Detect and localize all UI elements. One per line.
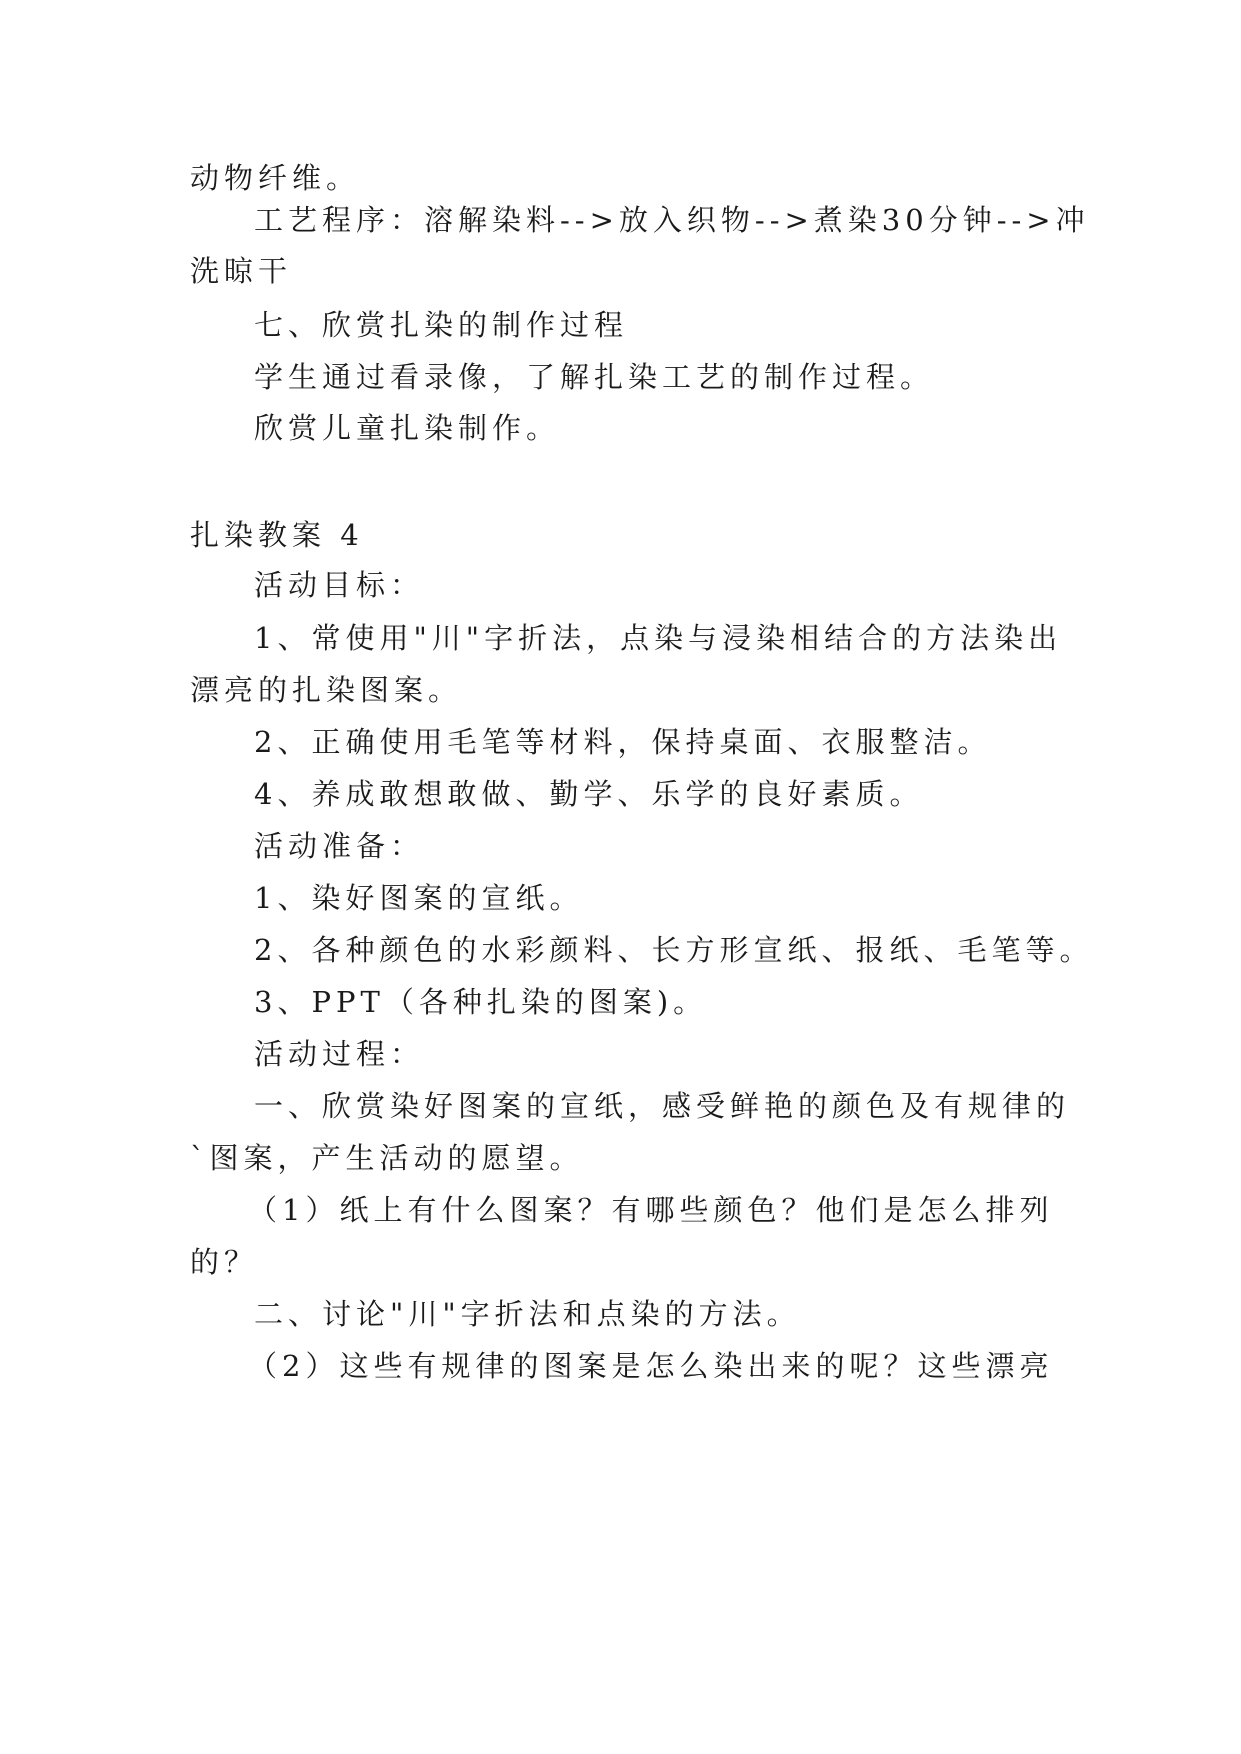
- goal-item-4: 4、养成敢想敢做、勤学、乐学的良好素质。: [254, 777, 924, 811]
- prep-item-1: 1、染好图案的宣纸。: [254, 881, 584, 915]
- section-heading-seven: 七、欣赏扎染的制作过程: [254, 308, 629, 342]
- question-1-cont: 的？: [190, 1245, 259, 1279]
- text-line-video: 学生通过看录像，了解扎染工艺的制作过程。: [254, 360, 935, 394]
- question-1: （1）纸上有什么图案？有哪些颜色？他们是怎么排列: [248, 1193, 1054, 1227]
- process-step-1-cont: `图案，产生活动的愿望。: [190, 1141, 584, 1175]
- goal-item-1: 1、常使用"川"字折法，点染与浸染相结合的方法染出: [254, 621, 1063, 655]
- text-line-process-cont: 洗晾干: [190, 254, 293, 288]
- process-step-1: 一、欣赏染好图案的宣纸，感受鲜艳的颜色及有规律的: [254, 1089, 1071, 1123]
- activity-goals-heading: 活动目标：: [254, 568, 425, 602]
- prep-item-3: 3、PPT（各种扎染的图案)。: [254, 985, 708, 1019]
- activity-prep-heading: 活动准备：: [254, 829, 425, 863]
- text-line-process: 工艺程序：溶解染料-->放入织物-->煮染30分钟-->冲: [254, 203, 1090, 237]
- goal-item-2: 2、正确使用毛笔等材料，保持桌面、衣服整洁。: [254, 725, 992, 759]
- process-step-2: 二、讨论"川"字折法和点染的方法。: [254, 1297, 801, 1331]
- text-line-appreciate: 欣赏儿童扎染制作。: [254, 411, 561, 445]
- text-line-fiber: 动物纤维。: [190, 161, 361, 195]
- lesson-title: 扎染教案 4: [190, 518, 364, 552]
- goal-item-1-cont: 漂亮的扎染图案。: [190, 673, 463, 707]
- activity-process-heading: 活动过程：: [254, 1037, 425, 1071]
- question-2: （2）这些有规律的图案是怎么染出来的呢？这些漂亮: [248, 1349, 1054, 1383]
- prep-item-2: 2、各种颜色的水彩颜料、长方形宣纸、报纸、毛笔等。: [254, 933, 1094, 967]
